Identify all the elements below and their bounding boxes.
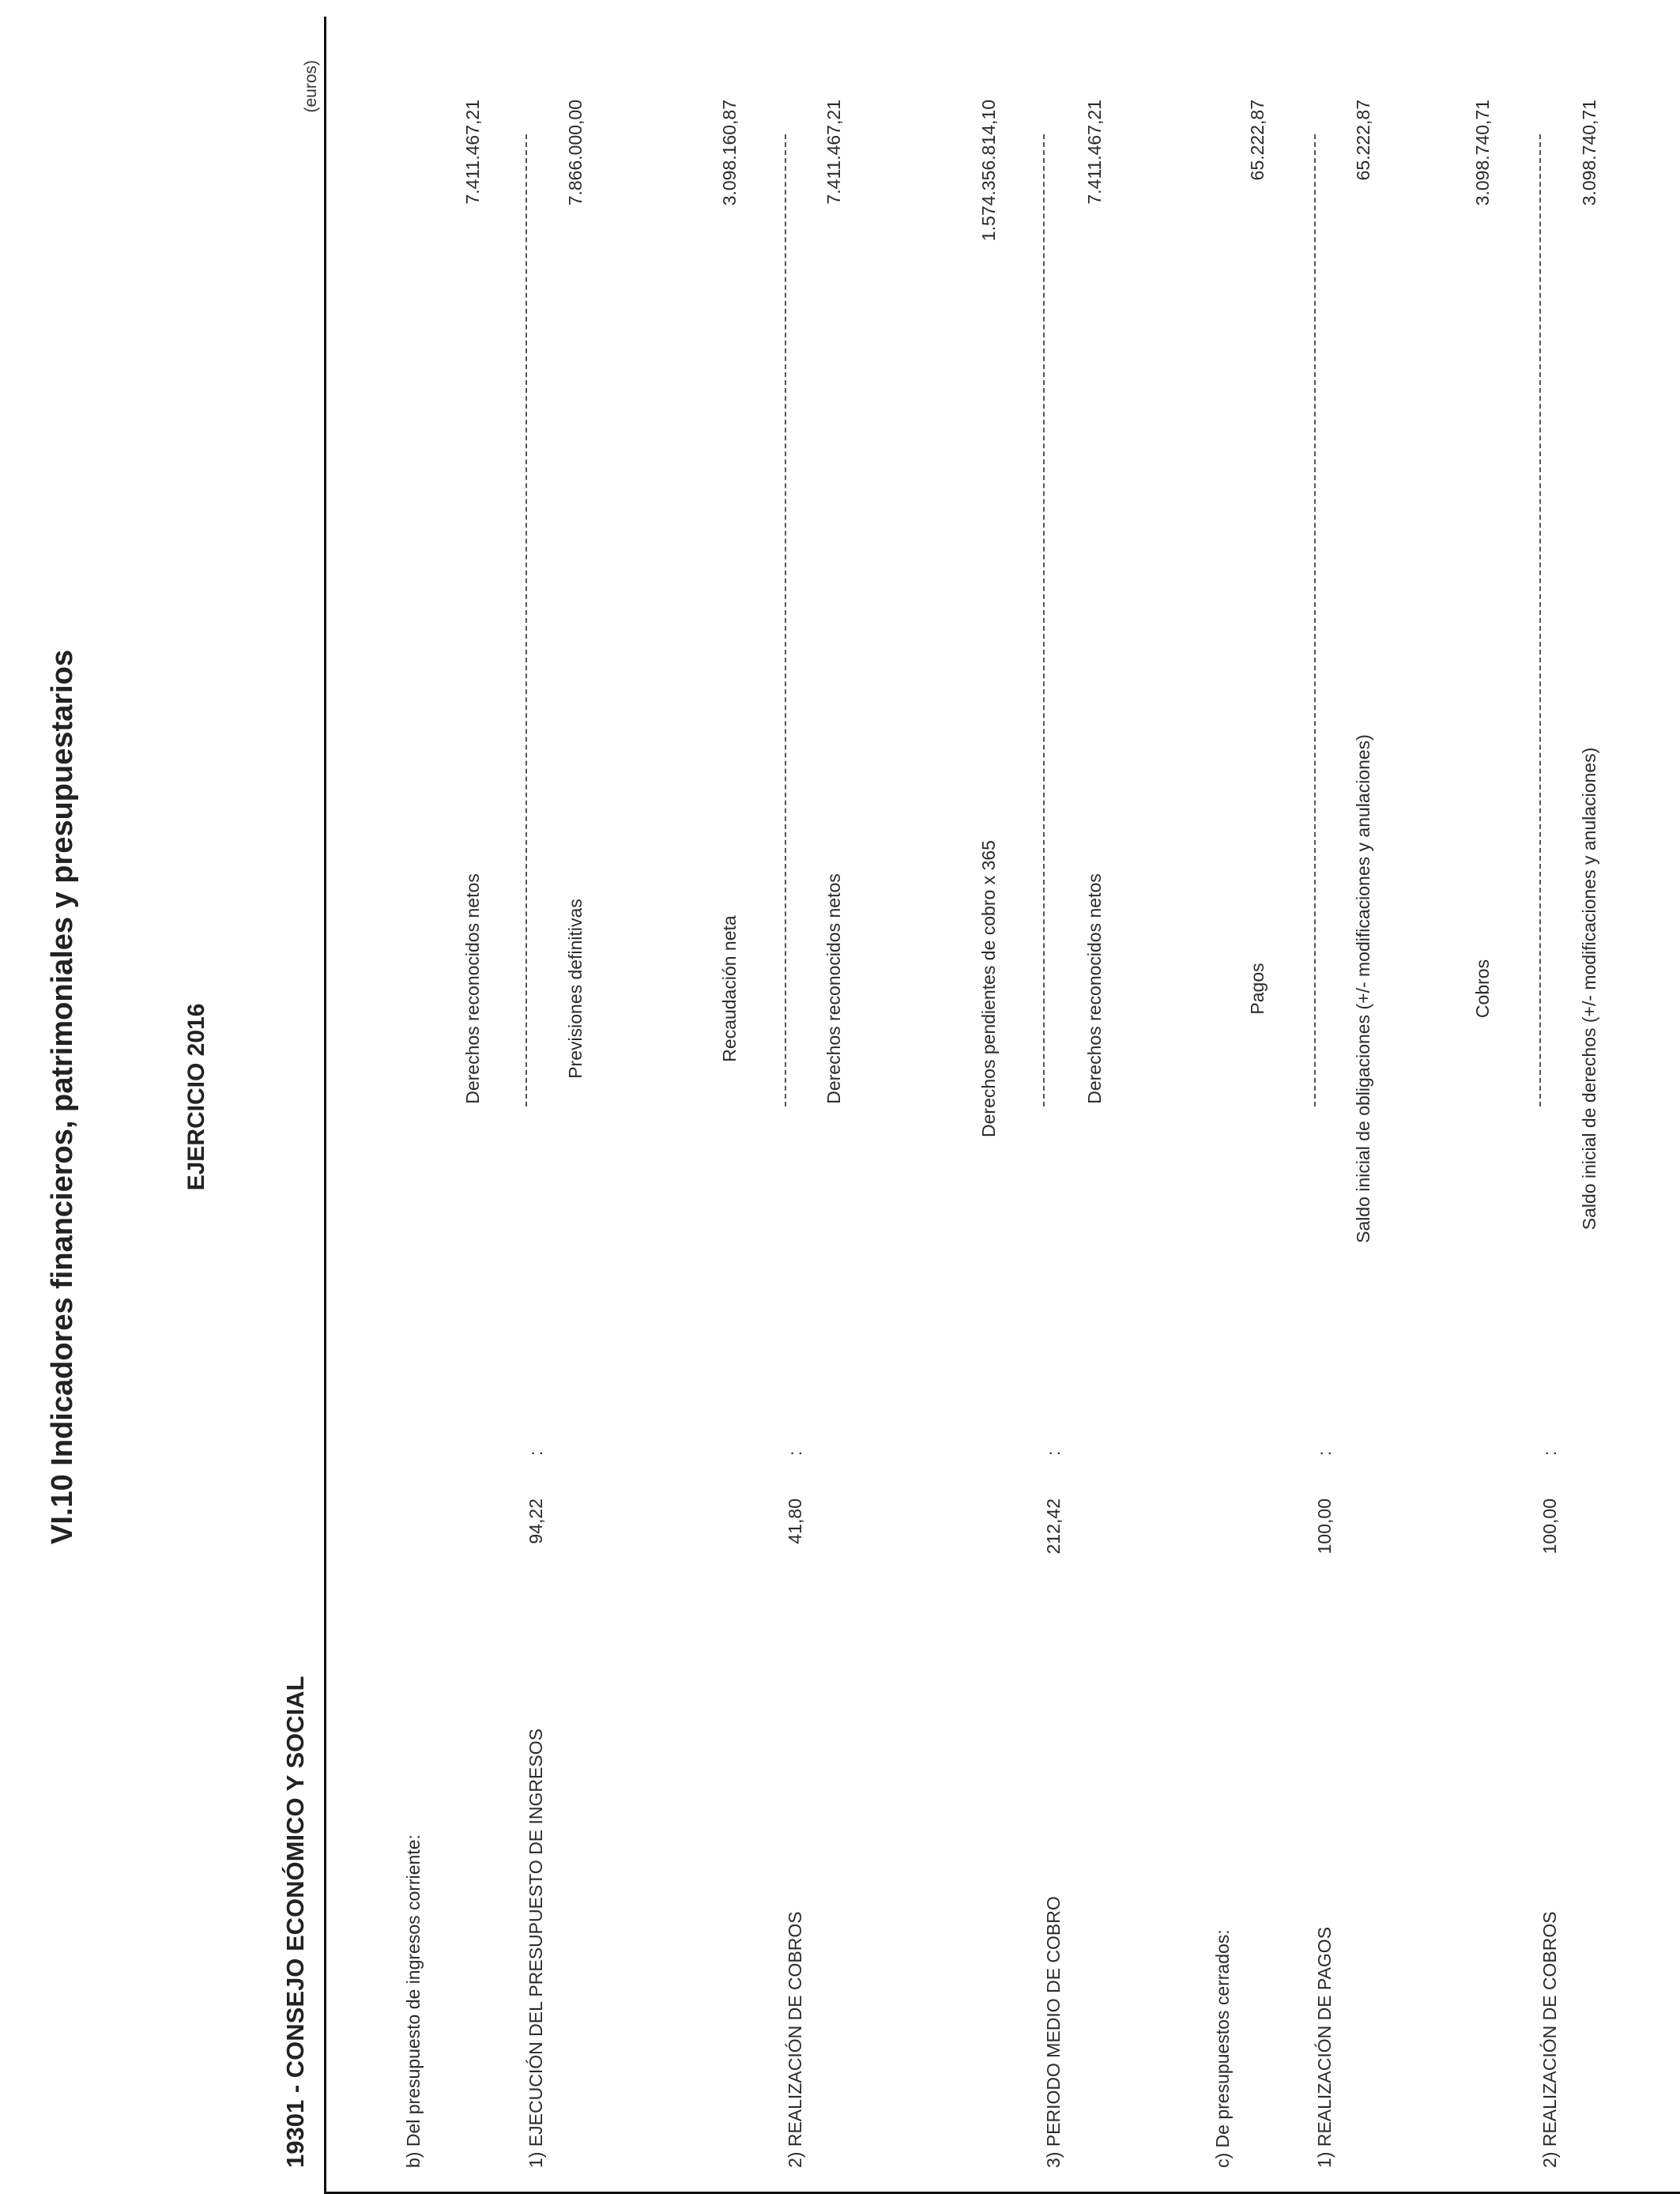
indicator-value: 100,00 <box>1539 1498 1560 1555</box>
denominator-label: Derechos reconocidos netos <box>1084 873 1105 1104</box>
section-label: c) De presupuestos cerrados: <box>1212 1929 1233 2168</box>
fraction-line <box>1539 134 1541 1106</box>
numerator-value: 7.411.467,21 <box>462 100 483 205</box>
indicator-value: 94,22 <box>525 1498 546 1544</box>
fraction-line <box>1314 134 1316 1106</box>
indicator-label: 1) EJECUCIÓN DEL PRESUPUESTO DE INGRESOS <box>525 1728 546 2168</box>
fraction-line <box>525 134 527 1106</box>
numerator-value: 3.098.740,71 <box>1472 100 1493 206</box>
denominator-label: Saldo inicial de obligaciones (+/- modificaciones y anulaciones) <box>1353 734 1373 1243</box>
colon: : <box>1314 1450 1335 1456</box>
indicator-value: 212,42 <box>1043 1498 1064 1555</box>
colon: : <box>525 1450 546 1456</box>
denominator-value: 7.411.467,21 <box>823 100 844 205</box>
unit-label: (euros) <box>302 60 320 113</box>
colon: : <box>1539 1450 1560 1456</box>
indicator-value: 100,00 <box>1314 1498 1335 1555</box>
exercise-year: EJERCICIO 2016 <box>183 1003 209 1191</box>
numerator-label: Recaudación neta <box>719 915 740 1062</box>
numerator-label: Derechos reconocidos netos <box>462 873 483 1104</box>
colon: : <box>1043 1450 1064 1456</box>
indicator-label: 2) REALIZACIÓN DE COBROS <box>1539 1911 1560 2168</box>
entity-name: 19301 - CONSEJO ECONÓMICO Y SOCIAL <box>281 1676 309 2168</box>
numerator-label: Pagos <box>1247 963 1268 1015</box>
denominator-value: 3.098.740,71 <box>1579 100 1599 206</box>
denominator-value: 7.411.467,21 <box>1084 100 1105 205</box>
header-rule <box>324 17 326 2194</box>
indicator-label: 1) REALIZACIÓN DE PAGOS <box>1314 1926 1335 2168</box>
denominator-label: Previsiones definitivas <box>565 899 586 1079</box>
numerator-label: Cobros <box>1472 959 1493 1019</box>
numerator-value: 1.574.356.814,10 <box>978 100 999 242</box>
numerator-label: Derechos pendientes de cobro x 365 <box>978 840 999 1137</box>
indicator-value: 41,80 <box>785 1498 805 1544</box>
denominator-label: Saldo inicial de derechos (+/- modificaciones y anulaciones) <box>1579 747 1599 1231</box>
indicator-label: 2) REALIZACIÓN DE COBROS <box>785 1911 805 2168</box>
colon: : <box>785 1450 805 1456</box>
denominator-label: Derechos reconocidos netos <box>823 873 844 1104</box>
denominator-value: 7.866.000,00 <box>565 100 586 206</box>
page-title: VI.10 Indicadores financieros, patrimoniales y presupuestarios <box>46 650 79 1544</box>
indicator-label: 3) PERIODO MEDIO DE COBRO <box>1043 1896 1064 2168</box>
denominator-value: 65.222,87 <box>1353 100 1373 181</box>
section-label: b) Del presupuesto de ingresos corriente: <box>403 1834 424 2168</box>
fraction-line <box>785 134 786 1106</box>
fraction-line <box>1043 134 1045 1106</box>
numerator-value: 65.222,87 <box>1247 100 1268 181</box>
numerator-value: 3.098.160,87 <box>719 100 740 206</box>
